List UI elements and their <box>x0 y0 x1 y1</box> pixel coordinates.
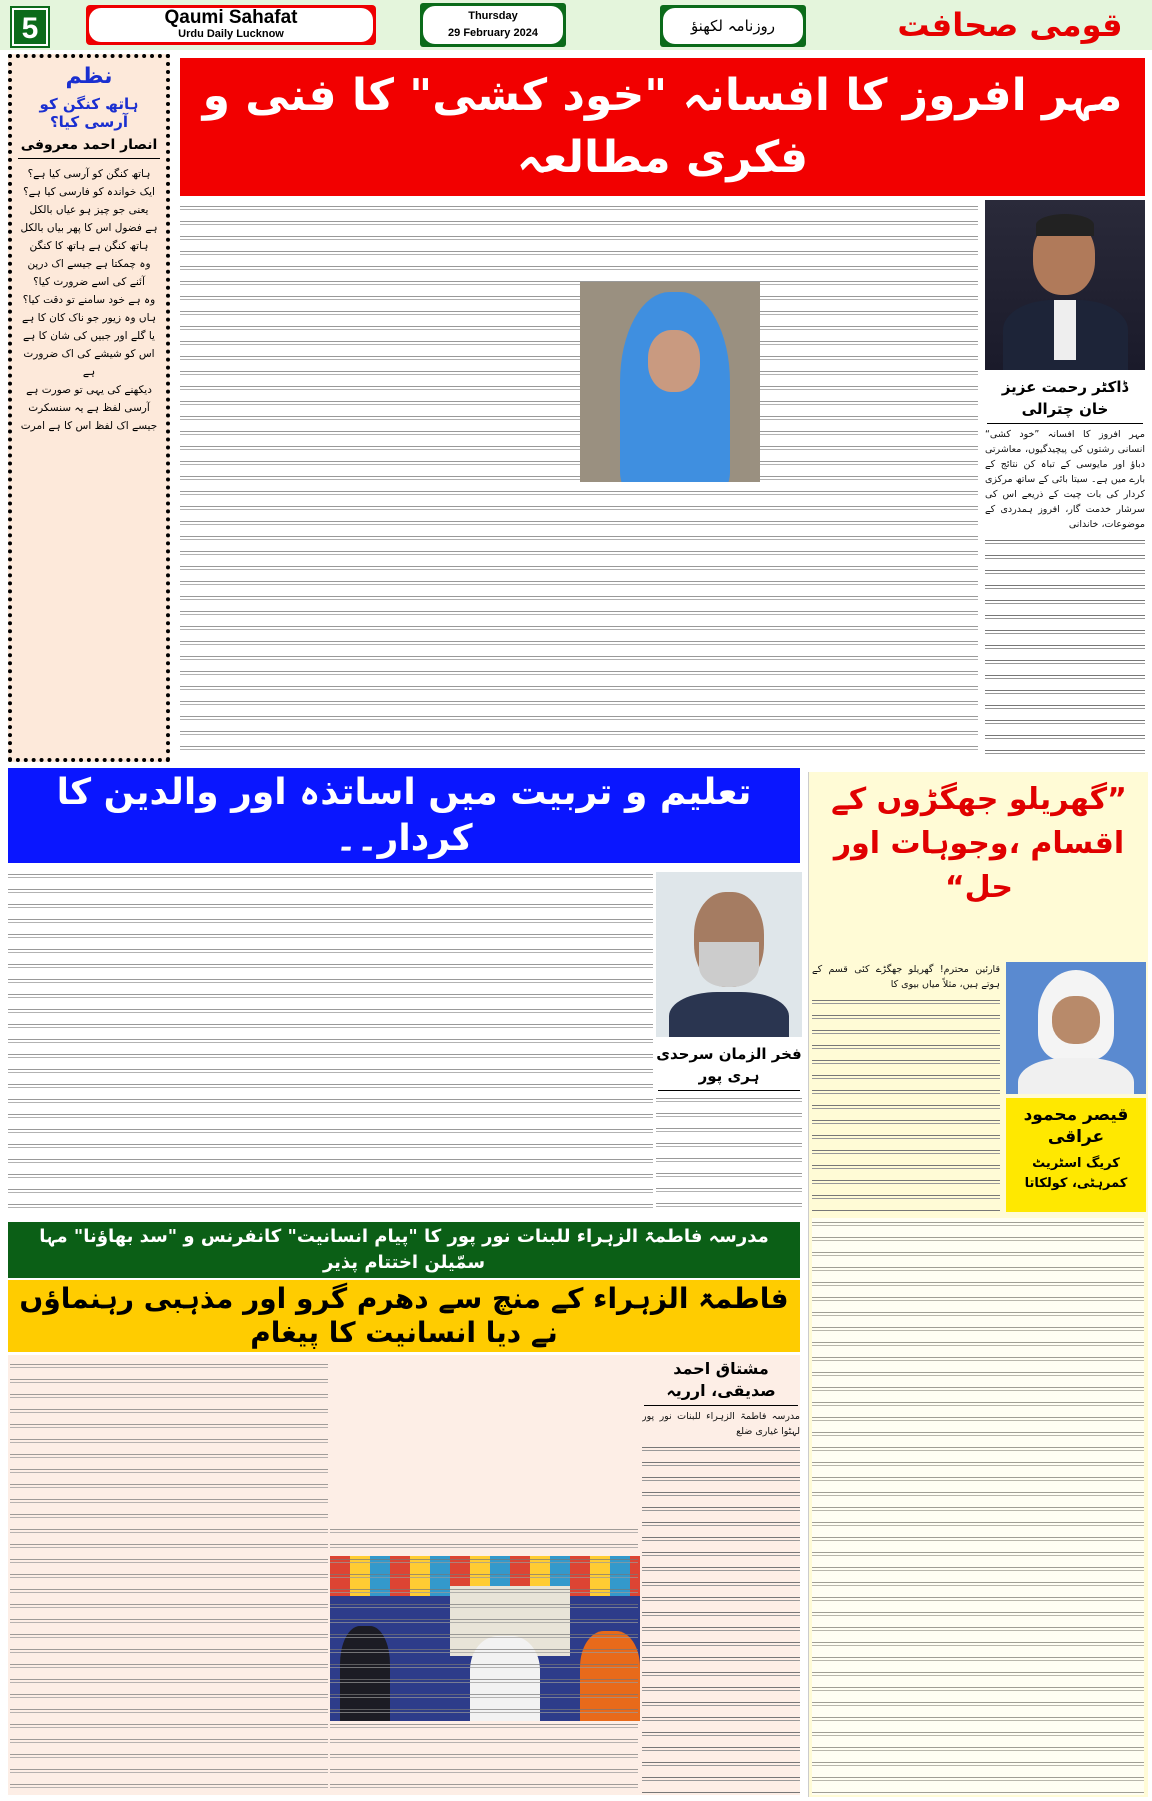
article1-headline-box <box>180 58 1145 196</box>
article3-author-photo <box>1006 962 1146 1094</box>
poem-line: ہاتھ کنگن کو آرسی کیا ہے؟ <box>27 168 151 180</box>
article2-author: فخر الزمان سرحدی ہری پور <box>656 1045 802 1085</box>
poem-line: ہاتھ کنگن ہے ہاتھ کا کنگن <box>29 240 149 252</box>
poem-line: وہ چمکتا ہے جیسے اک درپن <box>27 258 151 270</box>
poem-line: ہے فضول اس کا پھر بیاں بالکل <box>20 222 158 234</box>
article1-photo <box>580 282 760 482</box>
poem-title: ہاتھ کنگن کو آرسی کیا؟ <box>39 95 139 131</box>
date-box <box>420 3 566 47</box>
article3-headline: ”گھریلو جھگڑوں کے اقسام ،وجوہات اور حل“ <box>831 782 1127 905</box>
article4-author: مشتاق احمد صدیقی، ارریہ <box>666 1359 776 1400</box>
poem-line: آئنے کی اسے ضرورت کیا؟ <box>33 276 145 288</box>
masthead-english <box>86 5 376 45</box>
poem-line: اس کو شیشے کی اک ضرورت ہے <box>23 348 155 378</box>
article1-body-start: مہر افروز کا افسانہ ”خود کشی“ انسانی رشتوں کی پیچیدگیوں، معاشرتی دباؤ اور مایوسی کے تباہ کن نتائج کے بارے میں ہے۔ سیتا بائی کے ساتھ مرکزی کردار کی بات چیت کے ذریعے اس کی سرشار خدمت گار، افروز ہمدردی کے موضوعات، خاندانی <box>985 427 1145 760</box>
poem-line: یعنی جو چیز ہو عیاں بالکل <box>29 204 149 216</box>
divider <box>987 423 1143 424</box>
author-photo <box>985 200 1145 370</box>
poem-box <box>8 54 170 762</box>
poem-author: انصار احمد معروفی <box>18 137 160 159</box>
urdu-logo: قومی صحافت <box>897 6 1123 44</box>
poem-line: آرسی لفظ ہے یہ سنسکرت <box>28 402 150 414</box>
article1-headline: مہر افروز کا افسانہ "خود کشی" کا فنی و فکری مطالعہ <box>202 70 1123 183</box>
poem-line: وہ ہے خود سامنے تو دقت کیا؟ <box>22 294 156 306</box>
date: 29 February 2024 <box>448 27 538 39</box>
urdu-tag-box <box>660 5 806 47</box>
poem-line: ایک خواندہ کو فارسی کیا ہے؟ <box>23 186 155 198</box>
article4-body-start: مدرسہ فاطمۃ الزہراء للبنات نور پور لہٹوا غیاری ضلع <box>642 1409 800 1793</box>
article3-body-start: قارئین محترم! گھریلو جھگڑے کئی قسم کے ہوتے ہیں، مثلاً میاں بیوی کا <box>812 962 1000 1212</box>
divider <box>644 1405 798 1406</box>
poem-heading: نظم <box>65 64 113 89</box>
article3-author-column <box>1006 962 1146 1212</box>
article2-body-tail <box>656 1094 802 1215</box>
poem-line: جیسے اک لفظ اس کا ہے امرت <box>20 420 158 432</box>
article4-banner-box <box>8 1222 800 1278</box>
masthead-subtitle: Urdu Daily Lucknow <box>178 28 284 40</box>
divider <box>658 1090 800 1091</box>
article3-body-columns <box>812 1218 1144 1795</box>
article1-side-column <box>985 200 1145 760</box>
masthead-title: Qaumi Sahafat <box>164 7 298 28</box>
urdu-tag: روزنامہ لکھنؤ <box>663 8 803 44</box>
article3-author: قیصر محمود عراقی <box>1023 1105 1129 1147</box>
article4-side-column <box>642 1358 800 1793</box>
article4-body-lower <box>330 1525 638 1793</box>
article1-body-columns <box>180 202 978 757</box>
article3-author-box <box>1006 1098 1146 1212</box>
article4-body-columns <box>10 1360 328 1792</box>
poem-line: ہاں وہ زیور جو ناک کان کا ہے <box>22 312 156 324</box>
article2-author-photo <box>656 872 802 1037</box>
article4-headline: فاطمۃ الزہراء کے منچ سے دھرم گرو اور مذہبی رہنماؤں نے دیا انسانیت کا پیغام <box>19 1282 789 1349</box>
page-number: 5 <box>12 8 48 46</box>
day: Thursday <box>468 10 518 22</box>
article3-author-location: کریگ اسٹریٹ کمرہٹی، کولکاتا <box>1024 1156 1128 1191</box>
article2-headline-box <box>8 768 800 863</box>
article2-headline: تعلیم و تربیت میں اساتذہ اور والدین کا کردار۔۔ <box>56 771 752 859</box>
poem-line: یا گلے اور جبیں کی شان کا ہے <box>23 330 155 342</box>
article1-author: ڈاکٹر رحمت عزیز خان چترالی <box>1001 378 1129 418</box>
article2-body-columns <box>8 870 653 1215</box>
article2-side-column <box>656 872 802 1215</box>
article4-headline-box <box>8 1280 800 1352</box>
article4-banner: مدرسہ فاطمۃ الزہراء للبنات نور پور کا "پیام انسانیت" کانفرنس و "سد بھاؤنا" مہا سمّیلن اختتام پذیر <box>39 1226 769 1273</box>
poem-line: دیکھنے کی یہی تو صورت ہے <box>26 384 152 396</box>
